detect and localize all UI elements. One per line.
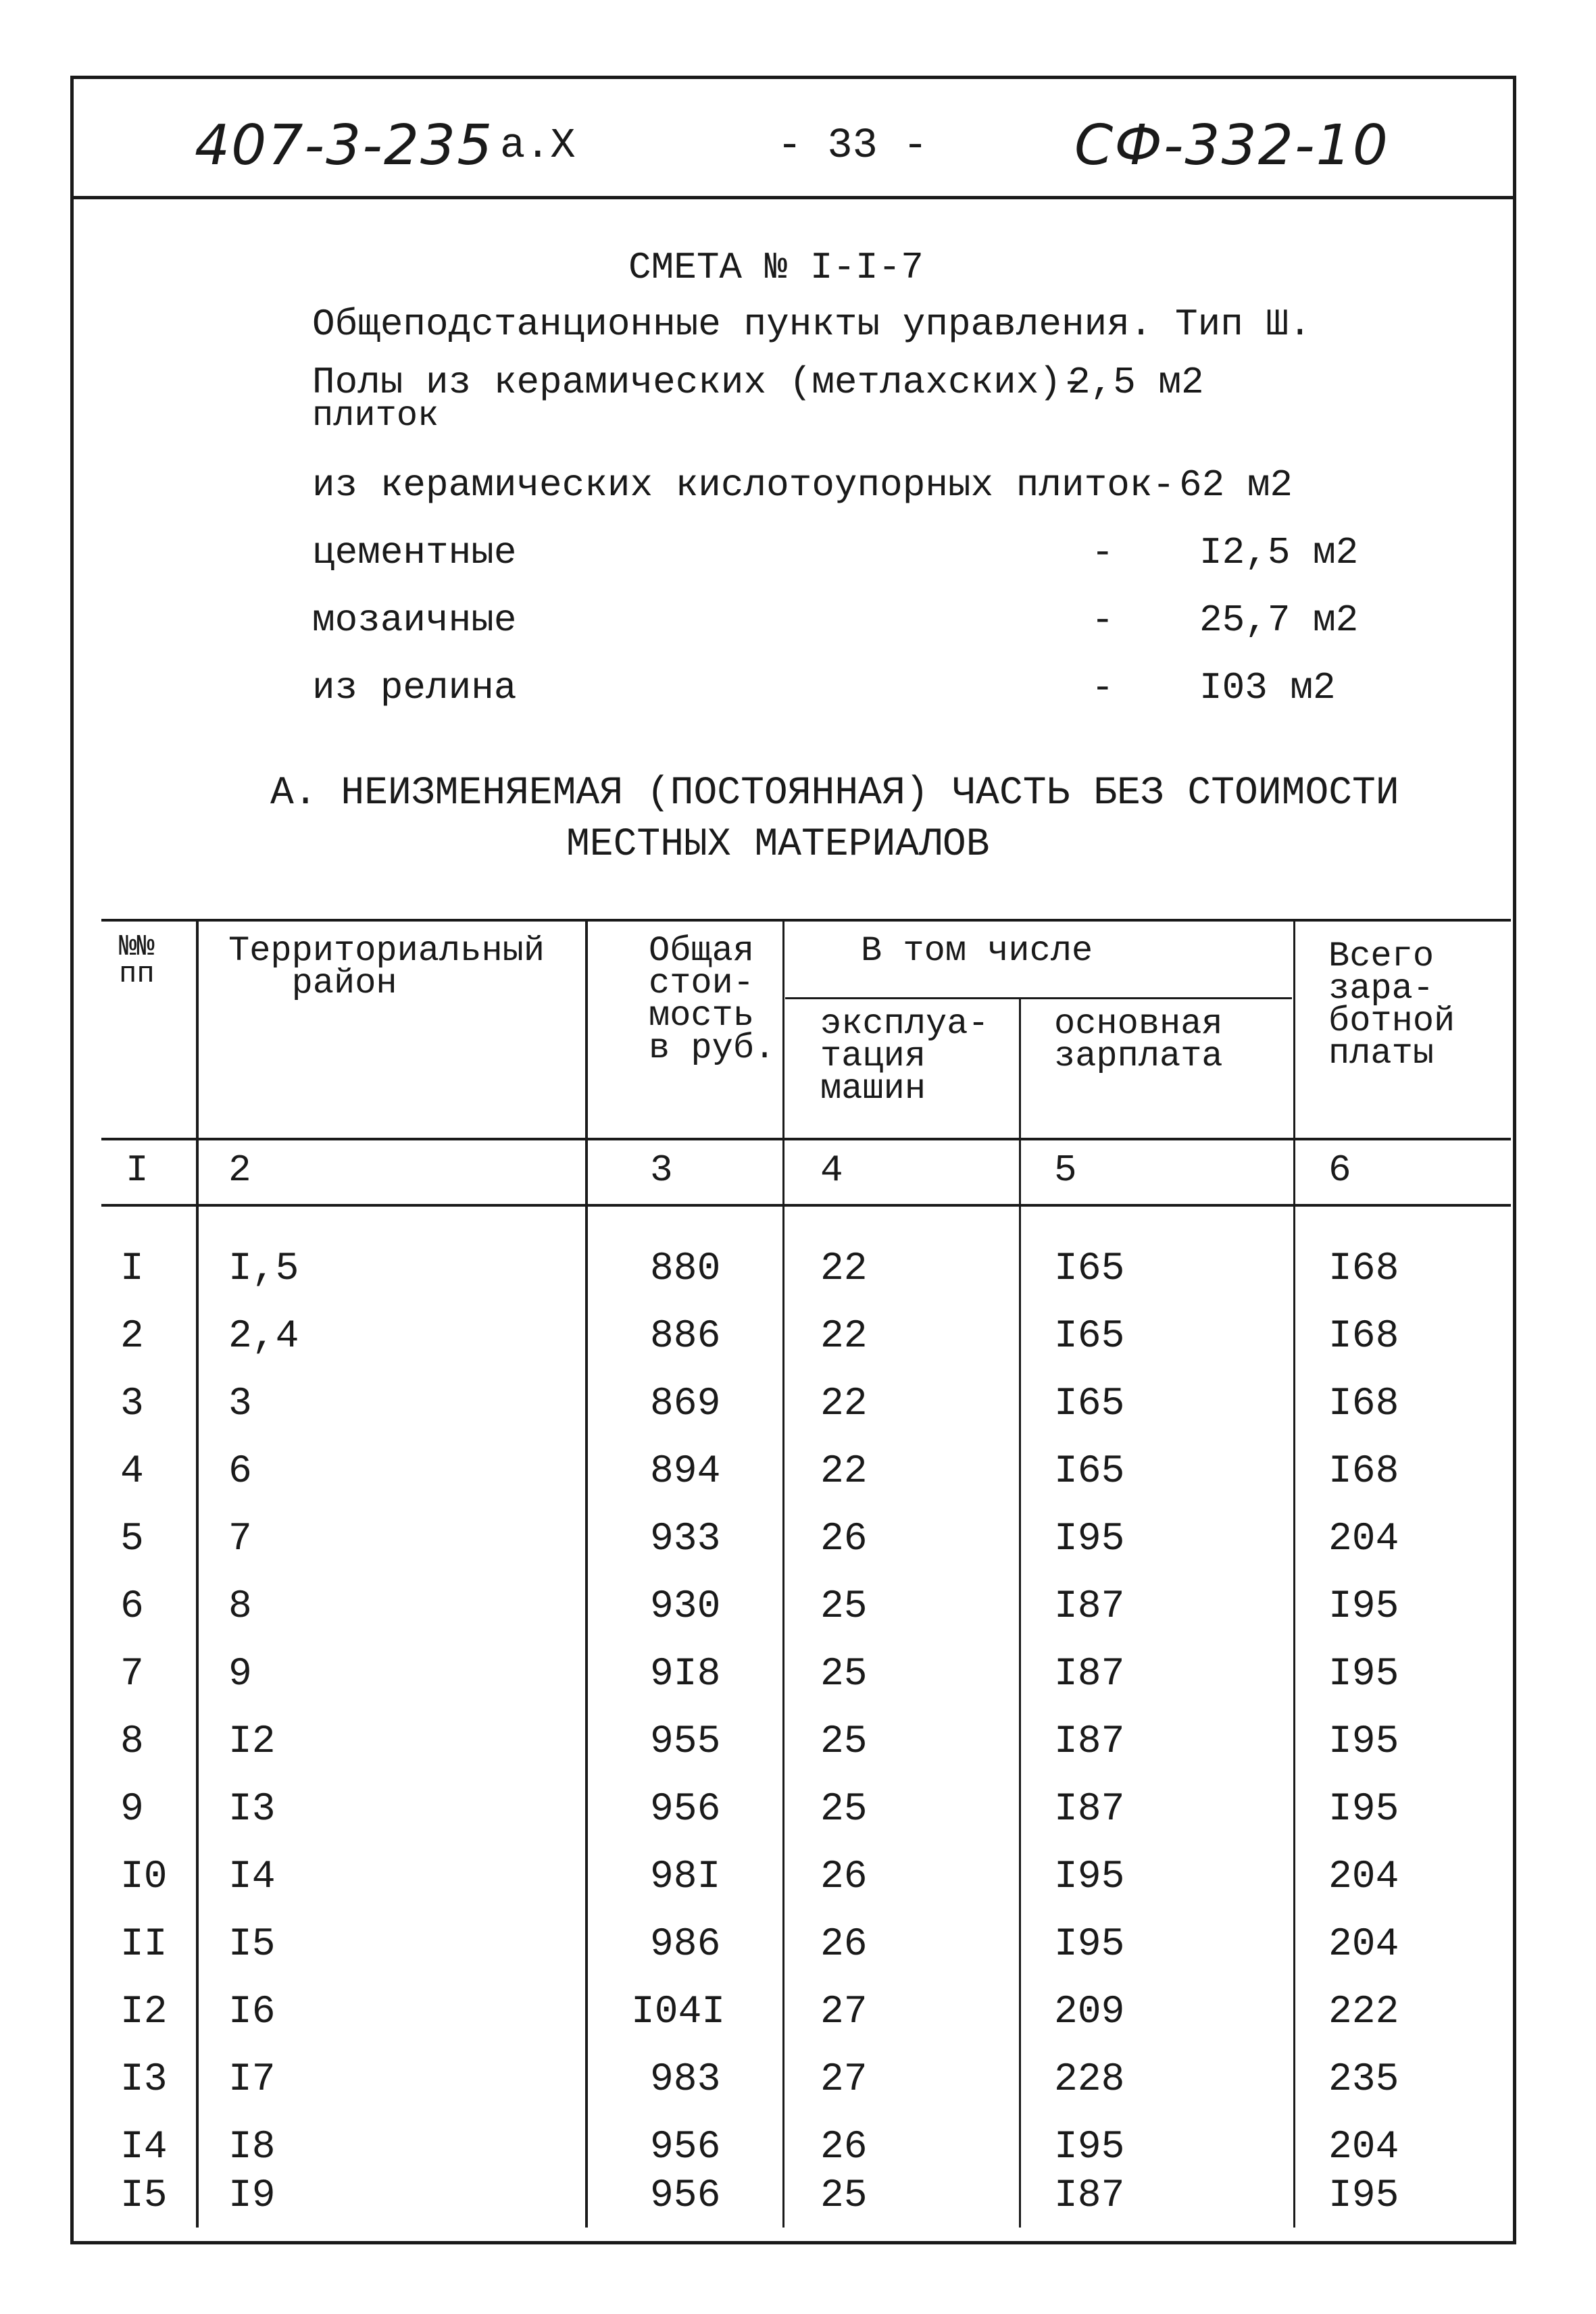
row-number: I3 bbox=[120, 2058, 168, 2102]
floor-value: I2,5 м2 bbox=[1199, 531, 1359, 574]
wage-cell: I87 bbox=[1054, 1653, 1125, 1696]
floor-value: 62 м2 bbox=[1179, 463, 1293, 507]
machines-cell: 22 bbox=[820, 1382, 868, 1426]
table-row bbox=[0, 1382, 1596, 1450]
table-row bbox=[0, 1855, 1596, 1923]
wage-cell: 228 bbox=[1054, 2058, 1125, 2102]
total-cost-cell: 98I bbox=[650, 1855, 721, 1899]
floor-value: I03 м2 bbox=[1199, 666, 1336, 709]
wage-cell: 209 bbox=[1054, 1990, 1125, 2034]
table-row bbox=[0, 1247, 1596, 1315]
machines-cell: 26 bbox=[820, 2126, 868, 2169]
floor-label: Полы из керамических (метлахских)- bbox=[312, 361, 1084, 404]
row-number: 8 bbox=[120, 1720, 144, 1764]
col-number: 6 bbox=[1328, 1149, 1351, 1192]
wage-cell: I65 bbox=[1054, 1450, 1125, 1494]
total-cost-cell: 955 bbox=[650, 1720, 721, 1764]
page-number: - 33 - bbox=[777, 122, 928, 170]
region-cell: I3 bbox=[228, 1788, 276, 1832]
col-header-total: Общая стои- мость в руб. bbox=[649, 931, 776, 1068]
total-cost-cell: 986 bbox=[650, 1923, 721, 1967]
estimate-title: СМЕТА № I-I-7 bbox=[628, 246, 924, 289]
row-number: I0 bbox=[120, 1855, 168, 1899]
col-header-num: №№ пп bbox=[119, 930, 155, 991]
region-cell: I7 bbox=[228, 2058, 276, 2102]
row-number: I5 bbox=[120, 2174, 168, 2218]
table-row bbox=[0, 1450, 1596, 1517]
col-header-wage: основная зарплата bbox=[1054, 1004, 1223, 1076]
row-number: I bbox=[120, 1247, 144, 1291]
total-wage-cell: 204 bbox=[1328, 1923, 1399, 1967]
region-cell: I9 bbox=[228, 2174, 276, 2218]
region-cell: 3 bbox=[228, 1382, 252, 1426]
col-number: 2 bbox=[228, 1149, 251, 1192]
col-number: 4 bbox=[820, 1149, 843, 1192]
wage-cell: I87 bbox=[1054, 2174, 1125, 2218]
machines-cell: 22 bbox=[820, 1247, 868, 1291]
wage-cell: I95 bbox=[1054, 1517, 1125, 1561]
floor-label-cont: плиток bbox=[312, 396, 439, 436]
machines-cell: 27 bbox=[820, 2058, 868, 2102]
col-header-region: Территориальный район bbox=[228, 931, 545, 1003]
wage-cell: I65 bbox=[1054, 1315, 1125, 1359]
col-header-total-wage: Всего зара- ботной платы bbox=[1328, 936, 1455, 1074]
col-header-machines: эксплуа- тация машин bbox=[820, 1004, 989, 1109]
floor-label: цементные bbox=[312, 531, 517, 574]
floor-label: из керамических кислотоупорных плиток- bbox=[312, 463, 1176, 507]
col-header-incl: В том числе bbox=[861, 931, 1093, 971]
header-divider bbox=[70, 196, 1516, 199]
region-cell: 8 bbox=[228, 1585, 252, 1629]
floor-value: 25,7 м2 bbox=[1199, 599, 1359, 642]
total-cost-cell: 880 bbox=[650, 1247, 721, 1291]
row-number: II bbox=[120, 1923, 168, 1967]
project-code: 407-3-235 bbox=[195, 114, 494, 178]
table-row bbox=[0, 1720, 1596, 1788]
table-row bbox=[0, 1923, 1596, 1990]
machines-cell: 25 bbox=[820, 1788, 868, 1832]
total-wage-cell: I95 bbox=[1328, 2174, 1399, 2218]
floor-label: мозаичные bbox=[312, 599, 517, 642]
region-cell: I8 bbox=[228, 2126, 276, 2169]
row-number: I2 bbox=[120, 1990, 168, 2034]
row-number: 5 bbox=[120, 1517, 144, 1561]
table-row bbox=[0, 1788, 1596, 1855]
machines-cell: 27 bbox=[820, 1990, 868, 2034]
total-wage-cell: 222 bbox=[1328, 1990, 1399, 2034]
machines-cell: 25 bbox=[820, 1653, 868, 1696]
subheader-rule bbox=[785, 997, 1292, 999]
col-number: 3 bbox=[650, 1149, 673, 1192]
row-number: 9 bbox=[120, 1788, 144, 1832]
floor-dash: - bbox=[1091, 531, 1114, 574]
total-wage-cell: I95 bbox=[1328, 1653, 1399, 1696]
row-number: I4 bbox=[120, 2126, 168, 2169]
total-cost-cell: 886 bbox=[650, 1315, 721, 1359]
machines-cell: 26 bbox=[820, 1855, 868, 1899]
region-cell: 6 bbox=[228, 1450, 252, 1494]
row-number: 6 bbox=[120, 1585, 144, 1629]
wage-cell: I95 bbox=[1054, 2126, 1125, 2169]
row-number: 7 bbox=[120, 1653, 144, 1696]
wage-cell: I95 bbox=[1054, 1855, 1125, 1899]
wage-cell: I65 bbox=[1054, 1382, 1125, 1426]
section-heading: А. НЕИЗМЕНЯЕМАЯ (ПОСТОЯННАЯ) ЧАСТЬ БЕЗ СТОИМОСТИ bbox=[270, 772, 1399, 815]
machines-cell: 22 bbox=[820, 1315, 868, 1359]
col-number: I bbox=[126, 1149, 149, 1192]
region-cell: I6 bbox=[228, 1990, 276, 2034]
total-cost-cell: 9I8 bbox=[650, 1653, 721, 1696]
total-wage-cell: I95 bbox=[1328, 1585, 1399, 1629]
total-wage-cell: I68 bbox=[1328, 1450, 1399, 1494]
row-number: 3 bbox=[120, 1382, 144, 1426]
wage-cell: I87 bbox=[1054, 1585, 1125, 1629]
total-cost-cell: 933 bbox=[650, 1517, 721, 1561]
sheet-code: СФ-332-10 bbox=[1074, 114, 1389, 178]
section-heading-cont: МЕСТНЫХ МАТЕРИАЛОВ bbox=[566, 823, 990, 867]
table-top-rule bbox=[101, 919, 1511, 922]
total-wage-cell: I68 bbox=[1328, 1247, 1399, 1291]
row-number: 2 bbox=[120, 1315, 144, 1359]
total-cost-cell: 894 bbox=[650, 1450, 721, 1494]
region-cell: I2 bbox=[228, 1720, 276, 1764]
floor-label: из релина bbox=[312, 666, 517, 709]
table-row bbox=[0, 1315, 1596, 1382]
table-row bbox=[0, 2174, 1596, 2242]
machines-cell: 25 bbox=[820, 1585, 868, 1629]
total-cost-cell: I04I bbox=[631, 1990, 726, 2034]
region-cell: 2,4 bbox=[228, 1315, 299, 1359]
floor-dash: - bbox=[1091, 666, 1114, 709]
total-wage-cell: 204 bbox=[1328, 1855, 1399, 1899]
wage-cell: I65 bbox=[1054, 1247, 1125, 1291]
region-cell: 7 bbox=[228, 1517, 252, 1561]
floor-value: 2,5 м2 bbox=[1068, 361, 1204, 404]
total-wage-cell: 204 bbox=[1328, 2126, 1399, 2169]
table-row bbox=[0, 1585, 1596, 1653]
col-number: 5 bbox=[1054, 1149, 1077, 1192]
album-label: а.X bbox=[500, 122, 576, 170]
total-wage-cell: 204 bbox=[1328, 1517, 1399, 1561]
total-wage-cell: 235 bbox=[1328, 2058, 1399, 2102]
table-row bbox=[0, 1653, 1596, 1720]
table-row bbox=[0, 1990, 1596, 2058]
floor-dash: - bbox=[1091, 599, 1114, 642]
table-row bbox=[0, 2058, 1596, 2126]
total-cost-cell: 956 bbox=[650, 1788, 721, 1832]
estimate-subtitle: Общеподстанционные пункты управления. Тип Ш. bbox=[312, 303, 1312, 346]
total-cost-cell: 983 bbox=[650, 2058, 721, 2102]
total-cost-cell: 869 bbox=[650, 1382, 721, 1426]
total-wage-cell: I95 bbox=[1328, 1788, 1399, 1832]
total-wage-cell: I68 bbox=[1328, 1382, 1399, 1426]
total-wage-cell: I95 bbox=[1328, 1720, 1399, 1764]
row-number: 4 bbox=[120, 1450, 144, 1494]
total-cost-cell: 956 bbox=[650, 2126, 721, 2169]
wage-cell: I87 bbox=[1054, 1720, 1125, 1764]
machines-cell: 26 bbox=[820, 1923, 868, 1967]
region-cell: I5 bbox=[228, 1923, 276, 1967]
region-cell: 9 bbox=[228, 1653, 252, 1696]
machines-cell: 25 bbox=[820, 2174, 868, 2218]
wage-cell: I95 bbox=[1054, 1923, 1125, 1967]
machines-cell: 22 bbox=[820, 1450, 868, 1494]
table-row bbox=[0, 1517, 1596, 1585]
machines-cell: 25 bbox=[820, 1720, 868, 1764]
wage-cell: I87 bbox=[1054, 1788, 1125, 1832]
region-cell: I,5 bbox=[228, 1247, 299, 1291]
header-bottom-rule bbox=[101, 1138, 1511, 1140]
machines-cell: 26 bbox=[820, 1517, 868, 1561]
region-cell: I4 bbox=[228, 1855, 276, 1899]
total-wage-cell: I68 bbox=[1328, 1315, 1399, 1359]
col-number-rule bbox=[101, 1204, 1511, 1207]
total-cost-cell: 930 bbox=[650, 1585, 721, 1629]
total-cost-cell: 956 bbox=[650, 2174, 721, 2218]
